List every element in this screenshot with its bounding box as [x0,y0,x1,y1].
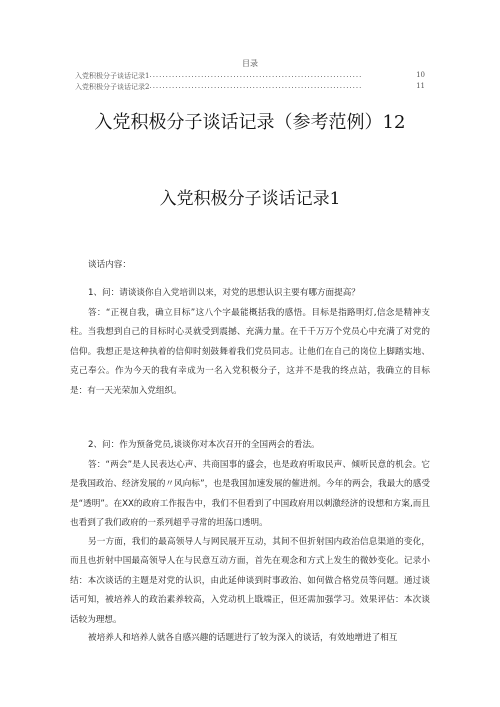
toc-entry-page: 10 [416,71,425,79]
toc-entry-page: 11 [416,82,425,90]
paragraph-continued: 被培养人和培养人就各自感兴趣的话题进行了较为深入的谈话，有效地增进了相互 [88,633,398,643]
answer-2: 答：“两会”是人民表达心声、共商国事的盛会，也是政府听取民声、倾听民意的机会。它是我国政治、经济发展的〃风向标”，也是我国加速发展的催进剂。今年的两会，我最大的感受是“透明”。在XX的政府工作报告中，我们不但看到了中国政府用以刺激经济的设想和方案,而且也看到了我们政府的一系列超乎寻常的坦荡口透明。 [70,460,430,529]
toc-entry-label: 入党积极分子谈话记录1 [75,72,150,80]
answer-1: 答：“正视自我，确立目标”这八个字最能概括我的感悟。目标是指路明灯,信念是精神支柱。当我想到自己的目标时心灵就受到震撼、充满力量。在千千万万个党员心中充满了对党的信仰。我想正是这种执着的信仰时刻鼓舞着我们党员同志。让他们在自己的岗位上脚踏实地、克己奉公。作为今天的我有幸成为一名入党积极分子，这并不是我的终点站，我确立的目标是：有一天光荣加入党组织。 [70,308,430,396]
paragraph-summary: 另一方面，我们的最高领导人与网民展开互动，其间不但折射国内政治信息渠道的变化，而且也折射中国最高领导人在与民意互动方面，首先在观念和方式上发生的微妙变化。记录小结：本次谈话的主题是对党的认识，由此延伸谈到时事政治、如何做合格党员等问题。通过谈话可知，被培养人的政治素养较高，入党动机上戢端正，但还需加强学习。效果评估：本次谈话较为理想。 [70,537,430,625]
toc-title: 目录 [242,59,258,68]
toc-entry-label: 入党积极分子谈话记录2 [75,83,150,91]
toc-entry-leader: .................................................................. [149,71,363,79]
question-1: 1、问：请谈谈你自入党培训以来，对党的思想认识主要有哪方面提高？ [88,288,360,298]
toc-entry-leader: .................................................................. [149,82,363,90]
question-2: 2、问：作为预备党员,谈谈你对本次召开的全国两会的看法。 [88,440,320,450]
toc-entry[interactable] [75,82,425,92]
document-title: 入党积极分子谈话记录（参考范例）12 [94,112,406,133]
section-title: 入党积极分子谈话记录1 [159,189,341,209]
talk-content-label: 谈话内容： [88,260,131,270]
toc-entry[interactable] [75,71,425,81]
